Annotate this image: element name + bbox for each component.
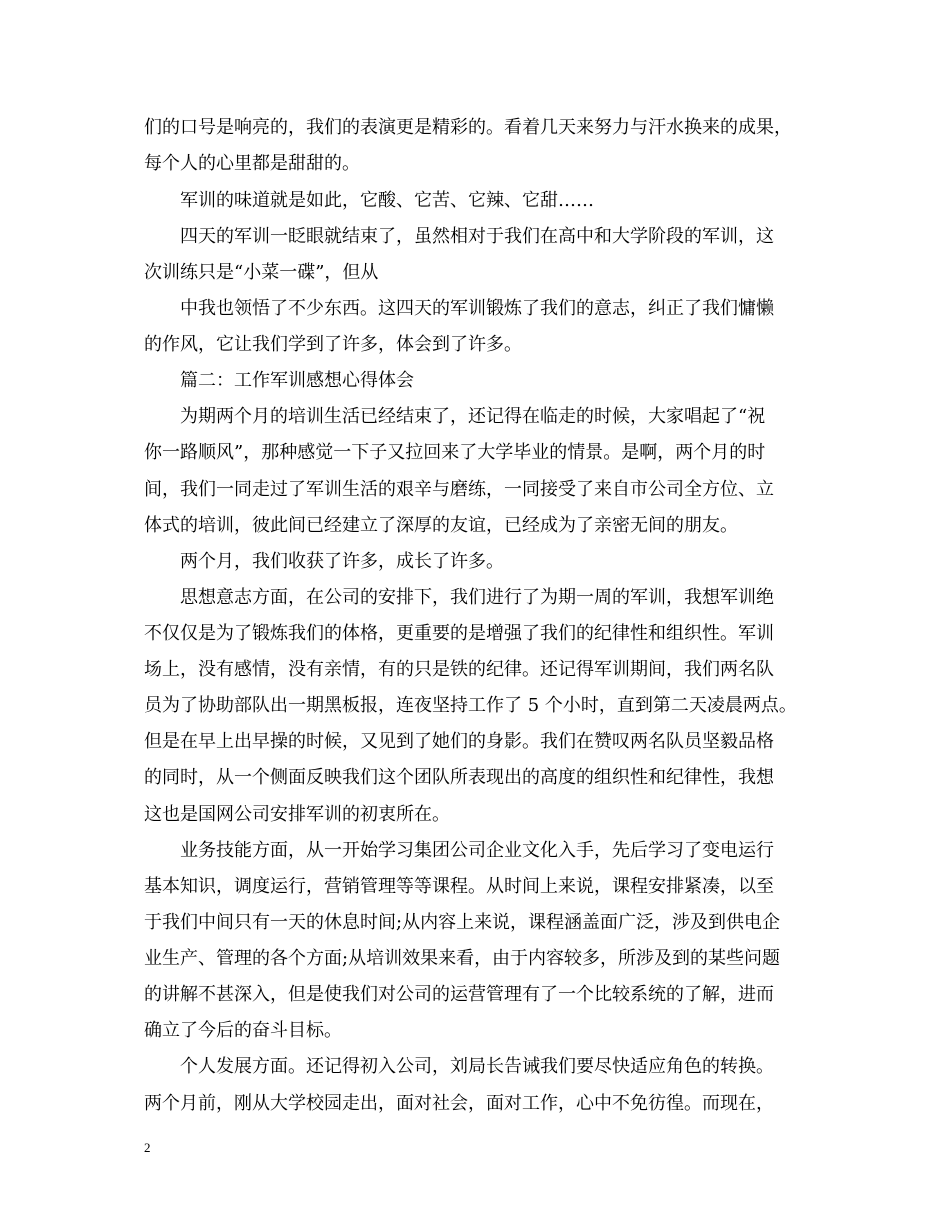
text-line: 不仅仅是为了锻炼我们的体格，更重要的是增强了我们的纪律性和组织性。军训 <box>144 623 774 644</box>
text-line: 每个人的心里都是甜甜的。 <box>144 153 360 174</box>
text-line: 体式的培训，彼此间已经建立了深厚的友谊，已经成为了亲密无间的朋友。 <box>144 515 738 536</box>
text-line: 场上，没有感情，没有亲情，有的只是铁的纪律。还记得军训期间，我们两名队 <box>144 659 774 680</box>
text-line: 但是在早上出早操的时候，又见到了她们的身影。我们在赞叹两名队员坚毅品格 <box>144 731 774 752</box>
text-line: 于我们中间只有一天的休息时间;从内容上来说，课程涵盖面广泛，涉及到供电企 <box>144 912 781 933</box>
page-number: 2 <box>144 1140 151 1155</box>
text-line: 你一路顺风”，那种感觉一下子又拉回来了大学毕业的情景。是啊，两个月的时 <box>144 442 766 463</box>
text-line: 业生产、管理的各个方面;从培训效果来看，由于内容较多，所涉及到的某些问题 <box>144 948 781 969</box>
text-line: 业务技能方面，从一开始学习集团公司企业文化入手，先后学习了变电运行 <box>180 840 774 861</box>
text-line: 思想意志方面，在公司的安排下，我们进行了为期一周的军训，我想军训绝 <box>180 587 774 608</box>
text-line: 为期两个月的培训生活已经结束了，还记得在临走的时候，大家唱起了“祝 <box>180 406 766 427</box>
text-line: 的作风，它让我们学到了许多，体会到了许多。 <box>144 334 522 355</box>
text-line: 次训练只是“小菜一碟”，但从 <box>144 262 379 283</box>
section-heading: 篇二：工作军训感想心得体会 <box>180 370 414 391</box>
text-line: 们的口号是响亮的，我们的表演更是精彩的。看着几天来努力与汗水换来的成果， <box>144 117 792 138</box>
text-line: 两个月，我们收获了许多，成长了许多。 <box>180 551 504 572</box>
text-line: 军训的味道就是如此，它酸、它苦、它辣、它甜…… <box>180 190 594 211</box>
text-line: 两个月前，刚从大学校园走出，面对社会，面对工作，心中不免彷徨。而现在， <box>144 1093 774 1114</box>
text-line: 中我也领悟了不少东西。这四天的军训锻炼了我们的意志，纠正了我们慵懒 <box>180 298 774 319</box>
text-line: 四天的军训一眨眼就结束了，虽然相对于我们在高中和大学阶段的军训，这 <box>180 226 774 247</box>
text-line: 的讲解不甚深入，但是使我们对公司的运营管理有了一个比较系统的了解，进而 <box>144 984 774 1005</box>
text-line: 确立了今后的奋斗目标。 <box>144 1020 342 1041</box>
text-line: 个人发展方面。还记得初入公司，刘局长告诫我们要尽快适应角色的转换。 <box>180 1056 774 1077</box>
text-line: 基本知识，调度运行，营销管理等等课程。从时间上来说，课程安排紧凑，以至 <box>144 876 774 897</box>
text-line: 间，我们一同走过了军训生活的艰辛与磨练，一同接受了来自市公司全方位、立 <box>144 479 774 500</box>
text-line: 的同时，从一个侧面反映我们这个团队所表现出的高度的组织性和纪律性，我想 <box>144 767 774 788</box>
text-line: 员为了协助部队出一期黑板报，连夜坚持工作了 5 个小时，直到第二天凌晨两点。 <box>144 695 797 716</box>
text-line: 这也是国网公司安排军训的初衷所在。 <box>144 804 450 825</box>
